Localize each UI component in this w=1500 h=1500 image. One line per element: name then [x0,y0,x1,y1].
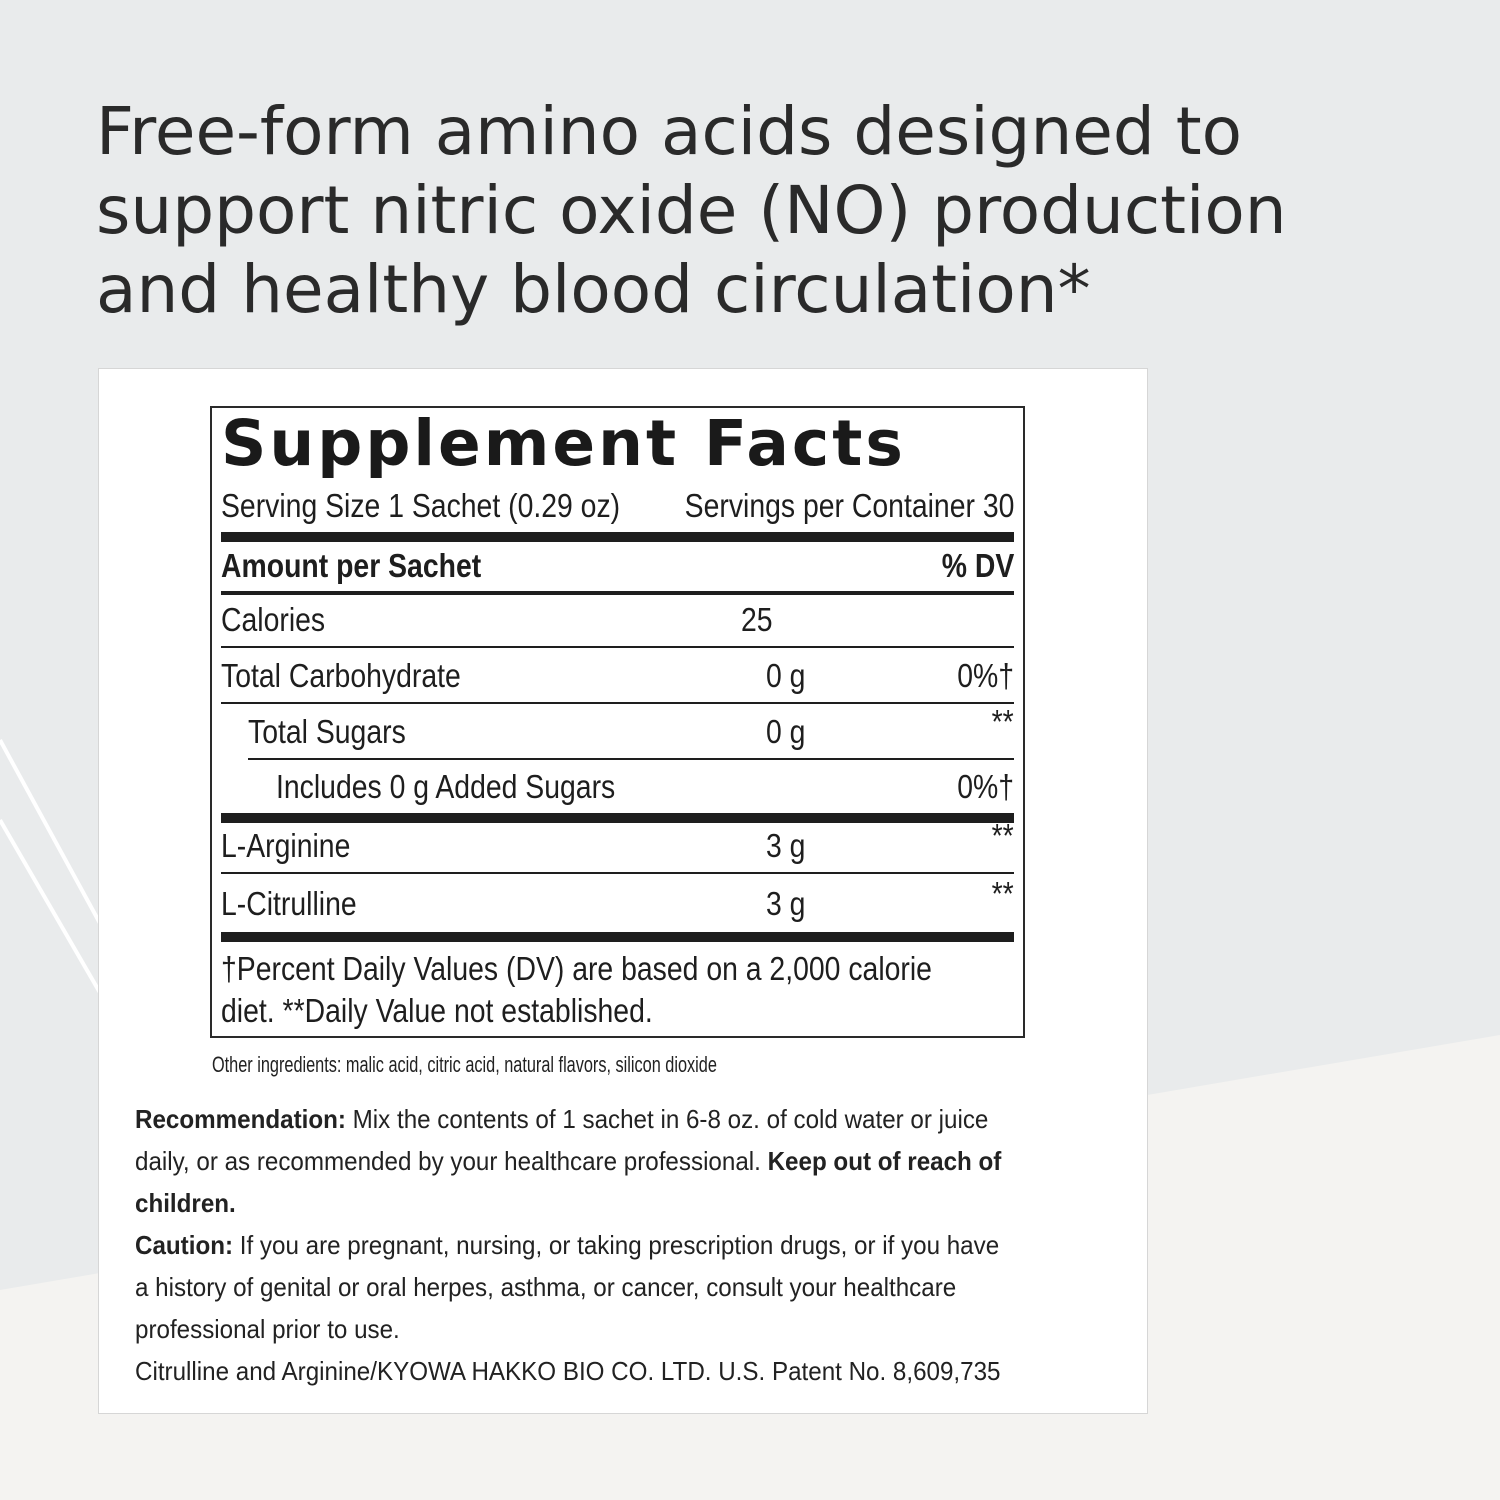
serving-info-row [221,484,1014,528]
thin-rule [221,646,1014,648]
nutrient-row-l-arginine [221,817,1014,868]
nutrient-row-calories [221,598,1014,642]
caution-label: Caution: [135,1230,234,1260]
medium-rule [221,591,1014,595]
headline [96,92,1396,329]
other-ingredients: Other ingredients: malic acid, citric acid, natural flavors, silicon dioxide [212,1052,717,1077]
nutrient-dv: 0%† [957,768,1014,805]
thin-rule [248,758,1014,760]
footnote-line-1: †Percent Daily Values (DV) are based on a 2,000 calorie [221,950,932,987]
supplement-facts-title: Supplement Facts [221,407,906,480]
nutrient-name: Includes 0 g Added Sugars [276,768,616,805]
caution-line-3: professional prior to use. [135,1314,400,1344]
amount-per-sachet-header: Amount per Sachet [221,547,482,584]
caution-text: If you are pregnant, nursing, or taking prescription drugs, or if you have [233,1230,1000,1260]
recommendation-text: daily, or as recommended by your healthcare professional. [135,1146,768,1176]
nutrient-name: L-Arginine [221,827,351,864]
recommendation-line-2 [135,1140,1065,1182]
keep-out-of-reach-warning: children. [135,1188,236,1218]
caution-line-1 [135,1224,1065,1266]
nutrient-amount: 3 g [766,827,806,864]
recommendation-label: Recommendation: [135,1104,346,1134]
headline-line-1: Free-form amino acids designed to [96,93,1243,170]
nutrient-name: Total Carbohydrate [221,657,461,694]
dv-header: % DV [941,547,1014,584]
caution-line-2: a history of genital or oral herpes, asthma, or cancer, consult your healthcare [135,1272,957,1302]
nutrient-name: Total Sugars [248,713,406,750]
nutrient-row-total-carbohydrate [221,654,1014,698]
keep-out-of-reach-warning: Keep out of reach of [767,1146,1002,1176]
nutrient-amount: 3 g [766,885,806,922]
nutrient-amount: 0 g [766,713,806,750]
nutrient-dv: ** [991,703,1014,740]
dv-footnote [221,948,1014,1032]
nutrient-row-total-sugars [221,703,1014,754]
patent-line: Citrulline and Arginine/KYOWA HAKKO BIO CO. LTD. U.S. Patent No. 8,609,735 [135,1356,1001,1386]
recommendation-line-1 [135,1098,1065,1140]
nutrient-row-l-citrulline [221,875,1014,926]
recommendation-text: Mix the contents of 1 sachet in 6-8 oz. of cold water or juice [345,1104,989,1134]
footnote-line-2: diet. **Daily Value not established. [221,992,653,1029]
serving-size: Serving Size 1 Sachet (0.29 oz) [221,487,621,524]
thick-rule [221,932,1014,942]
nutrient-row-added-sugars [221,765,1014,809]
recommendation-line-3 [135,1182,1065,1224]
supplement-facts-panel [210,406,1025,1038]
nutrient-dv: ** [991,817,1014,854]
thin-rule [221,702,1014,704]
nutrient-amount: 0 g [766,657,806,694]
directions-text [135,1098,1135,1392]
servings-per-container: Servings per Container 30 [684,487,1014,524]
thick-rule [221,532,1014,542]
nutrient-dv: 0%† [957,657,1014,694]
amount-header-row [221,544,1014,588]
thin-rule [221,872,1014,874]
headline-line-3: and healthy blood circulation* [96,251,1091,328]
nutrient-amount: 25 [741,601,773,638]
nutrient-name: Calories [221,601,326,638]
nutrient-name: L-Citrulline [221,885,357,922]
headline-line-2: support nitric oxide (NO) production [96,172,1287,249]
nutrient-dv: ** [991,875,1014,912]
thick-rule [221,813,1014,823]
